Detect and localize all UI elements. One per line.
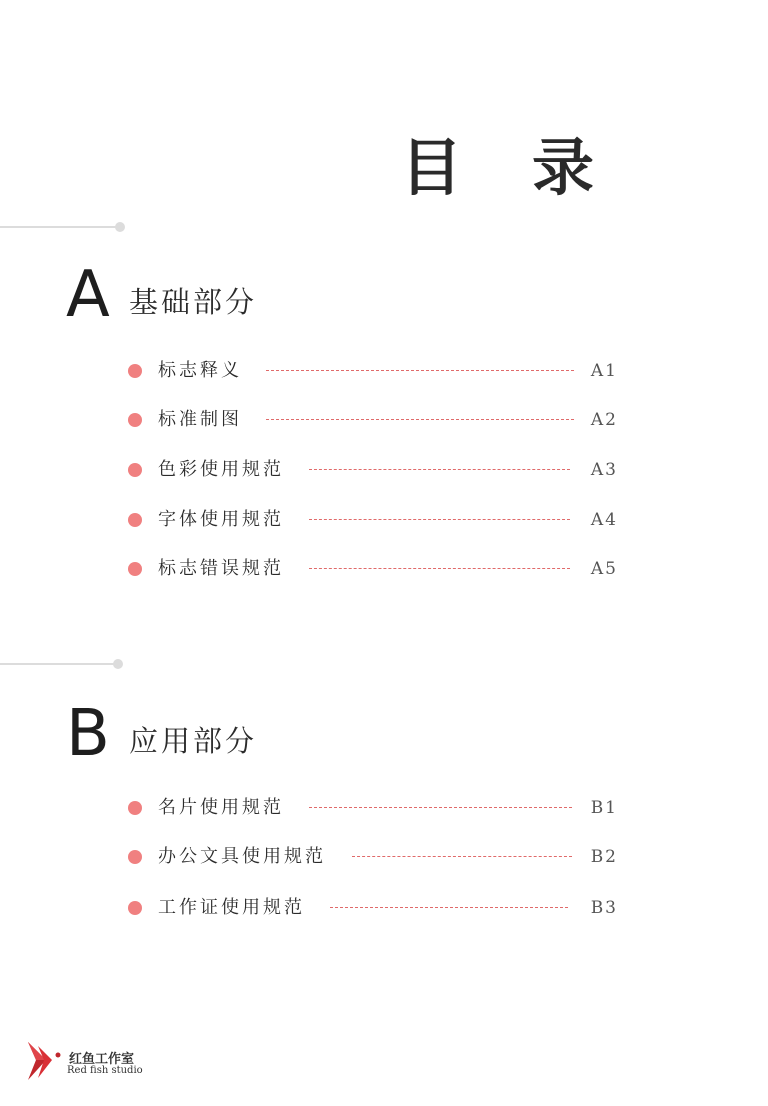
section-divider <box>0 226 120 228</box>
toc-item[interactable] <box>128 507 618 533</box>
leader-line <box>309 568 570 569</box>
leader-line <box>266 370 574 371</box>
leader-line <box>309 807 572 808</box>
section-letter: A <box>66 258 110 332</box>
toc-item-label: 办公文具使用规范 <box>158 846 326 867</box>
leader-line <box>309 469 570 470</box>
bullet-dot-icon <box>128 463 142 477</box>
logo-name-en: Red fish studio <box>67 1065 143 1076</box>
divider-dot <box>113 659 123 669</box>
toc-item-label: 名片使用规范 <box>158 797 284 818</box>
toc-item-code: A5 <box>590 559 618 579</box>
toc-item[interactable] <box>128 556 618 582</box>
bullet-dot-icon <box>128 562 142 576</box>
toc-title: 目 录 <box>400 131 618 204</box>
section-title: 应用部分 <box>129 724 258 758</box>
studio-logo <box>26 1038 186 1084</box>
leader-line <box>309 519 570 520</box>
section-divider <box>0 663 118 665</box>
toc-item-label: 标准制图 <box>158 409 242 430</box>
toc-item-code: B3 <box>590 898 618 918</box>
toc-item-label: 字体使用规范 <box>158 509 284 530</box>
bullet-dot-icon <box>128 901 142 915</box>
bullet-dot-icon <box>128 513 142 527</box>
toc-item-code: B2 <box>590 847 618 867</box>
toc-item[interactable] <box>128 407 618 433</box>
toc-item[interactable] <box>128 457 618 483</box>
bullet-dot-icon <box>128 850 142 864</box>
toc-item[interactable] <box>128 795 618 821</box>
toc-item-label: 色彩使用规范 <box>158 459 284 480</box>
leader-line <box>266 419 574 420</box>
divider-dot <box>115 222 125 232</box>
toc-item-label: 标志错误规范 <box>158 558 284 579</box>
toc-item-label: 工作证使用规范 <box>158 897 305 918</box>
toc-item[interactable] <box>128 895 618 921</box>
bullet-dot-icon <box>128 364 142 378</box>
toc-item-code: A4 <box>590 510 618 530</box>
section-title: 基础部分 <box>129 285 258 319</box>
toc-item-code: A3 <box>590 460 618 480</box>
leader-line <box>352 856 572 857</box>
toc-item[interactable] <box>128 358 618 384</box>
leader-line <box>330 907 568 908</box>
bullet-dot-icon <box>128 413 142 427</box>
toc-item-code: A1 <box>590 361 618 381</box>
logo-name-cn: 红鱼工作室 <box>69 1052 135 1067</box>
toc-item[interactable] <box>128 844 618 870</box>
toc-item-code: B1 <box>590 798 618 818</box>
bullet-dot-icon <box>128 801 142 815</box>
toc-item-code: A2 <box>590 410 618 430</box>
toc-item-label: 标志释义 <box>158 360 242 381</box>
red-fish-icon <box>26 1038 66 1084</box>
section-letter: B <box>66 697 110 771</box>
